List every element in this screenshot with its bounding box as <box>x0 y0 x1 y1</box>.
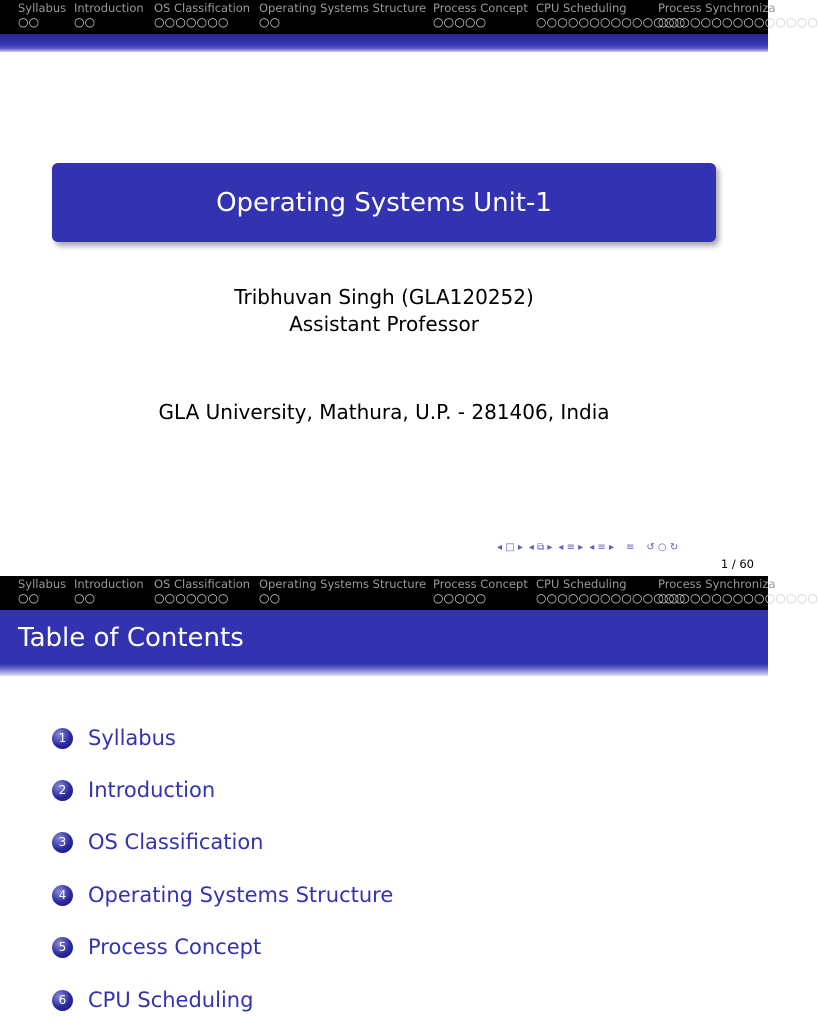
section-navbar <box>0 576 818 610</box>
nav-section-dots[interactable]: ○○ <box>74 15 96 29</box>
nav-section-process-synchronization[interactable] <box>658 576 818 605</box>
nav-section-title: Operating Systems Structure <box>259 1 427 15</box>
toc-item-label: OS Classification <box>88 830 264 854</box>
presentation-title: Operating Systems Unit-1 <box>216 187 552 218</box>
toc-slide <box>0 576 818 1024</box>
toc-number-ball: 5 <box>52 937 73 958</box>
nav-section-title: Syllabus <box>18 577 67 591</box>
beamer-navigation-controls <box>497 540 678 554</box>
toc-item-os-structure[interactable] <box>52 883 393 907</box>
section-navbar <box>0 0 818 34</box>
toc-number-ball: 2 <box>52 780 73 801</box>
toc-item-label: CPU Scheduling <box>88 988 254 1012</box>
toc-number-ball: 3 <box>52 832 73 853</box>
nav-section-title: CPU Scheduling <box>536 577 627 591</box>
frame-title: Table of Contents <box>18 623 244 653</box>
nav-section-os-classification[interactable] <box>154 0 250 29</box>
nav-section-dots[interactable]: ○○ <box>259 591 281 605</box>
toc-item-introduction[interactable] <box>52 778 215 802</box>
toc-nav-icon[interactable]: ≡ <box>625 541 635 553</box>
header-gradient-bar <box>0 34 768 52</box>
toc-item-cpu-scheduling[interactable] <box>52 988 253 1012</box>
toc-item-os-classification[interactable] <box>52 830 264 854</box>
subsection-list-nav-icon[interactable]: ◂ ≡ ▸ <box>589 541 614 553</box>
toc-item-label: Introduction <box>88 778 216 802</box>
nav-section-dots[interactable]: ○○ <box>18 591 40 605</box>
toc-number-ball: 6 <box>52 990 73 1011</box>
nav-section-title: Introduction <box>74 577 144 591</box>
nav-section-dots[interactable]: ○○○○○ <box>433 591 487 605</box>
nav-section-dots[interactable]: ○○○○○ <box>433 15 487 29</box>
subsection-nav-icon[interactable]: ◂ ⧉ ▸ <box>528 541 553 553</box>
nav-section-os-structure[interactable] <box>259 0 426 29</box>
nav-section-dots[interactable]: ○○○○○○○ <box>154 591 229 605</box>
nav-section-dots[interactable]: ○○ <box>74 591 96 605</box>
nav-section-title: Syllabus <box>18 1 67 15</box>
toc-item-process-concept[interactable] <box>52 935 261 959</box>
toc-number-ball: 4 <box>52 885 73 906</box>
toc-item-label: Process Concept <box>88 935 262 959</box>
nav-section-introduction[interactable] <box>74 0 144 29</box>
nav-section-dots[interactable]: ○○○○○○○○○○○○○○ <box>536 15 686 29</box>
toc-item-label: Syllabus <box>88 726 176 750</box>
nav-section-dots[interactable]: ○○ <box>259 15 281 29</box>
nav-section-dots[interactable]: ○○○○○○○ <box>154 15 229 29</box>
frame-nav-icon[interactable]: ◂ □ ▸ <box>497 541 523 553</box>
nav-section-dots[interactable]: ○○ <box>18 15 40 29</box>
nav-section-title: Process Concept <box>433 1 528 15</box>
frame-title-bar <box>0 610 768 676</box>
nav-section-syllabus[interactable] <box>18 576 66 605</box>
nav-section-title: Process Concept <box>433 577 528 591</box>
toc-item-syllabus[interactable] <box>52 726 176 750</box>
nav-section-os-classification[interactable] <box>154 576 250 605</box>
author-name: Tribhuvan Singh (GLA120252) <box>234 285 534 309</box>
page-number: 1 / 60 <box>720 557 754 571</box>
nav-section-title: OS Classification <box>154 1 251 15</box>
nav-section-dots[interactable]: ○○○○○○○○○○○○○○○ <box>658 591 818 605</box>
presentation-title-box <box>52 163 716 242</box>
nav-section-dots[interactable]: ○○○○○○○○○○○○○○○ <box>658 15 818 29</box>
nav-section-syllabus[interactable] <box>18 0 66 29</box>
nav-section-process-concept[interactable] <box>433 0 528 29</box>
toc-item-label: Operating Systems Structure <box>88 883 394 907</box>
nav-section-title: Operating Systems Structure <box>259 577 427 591</box>
section-nav-icon[interactable]: ◂ ≡ ▸ <box>558 541 584 553</box>
nav-section-title: OS Classification <box>154 577 251 591</box>
institute-name: GLA University, Mathura, U.P. - 281406, India <box>158 400 610 424</box>
search-back-forward-icon[interactable]: ↺ ○ ↻ <box>646 541 679 553</box>
nav-section-os-structure[interactable] <box>259 576 426 605</box>
author-role: Assistant Professor <box>289 312 479 336</box>
nav-section-dots[interactable]: ○○○○○○○○○○○○○○ <box>536 591 686 605</box>
nav-section-title: Process Synchroniza <box>658 1 776 15</box>
nav-section-title: Introduction <box>74 1 144 15</box>
nav-section-introduction[interactable] <box>74 576 144 605</box>
nav-section-title: Process Synchroniza <box>658 577 776 591</box>
nav-section-process-synchronization[interactable] <box>658 0 818 29</box>
toc-number-ball: 1 <box>52 728 73 749</box>
nav-section-process-concept[interactable] <box>433 576 528 605</box>
nav-section-title: CPU Scheduling <box>536 1 627 15</box>
